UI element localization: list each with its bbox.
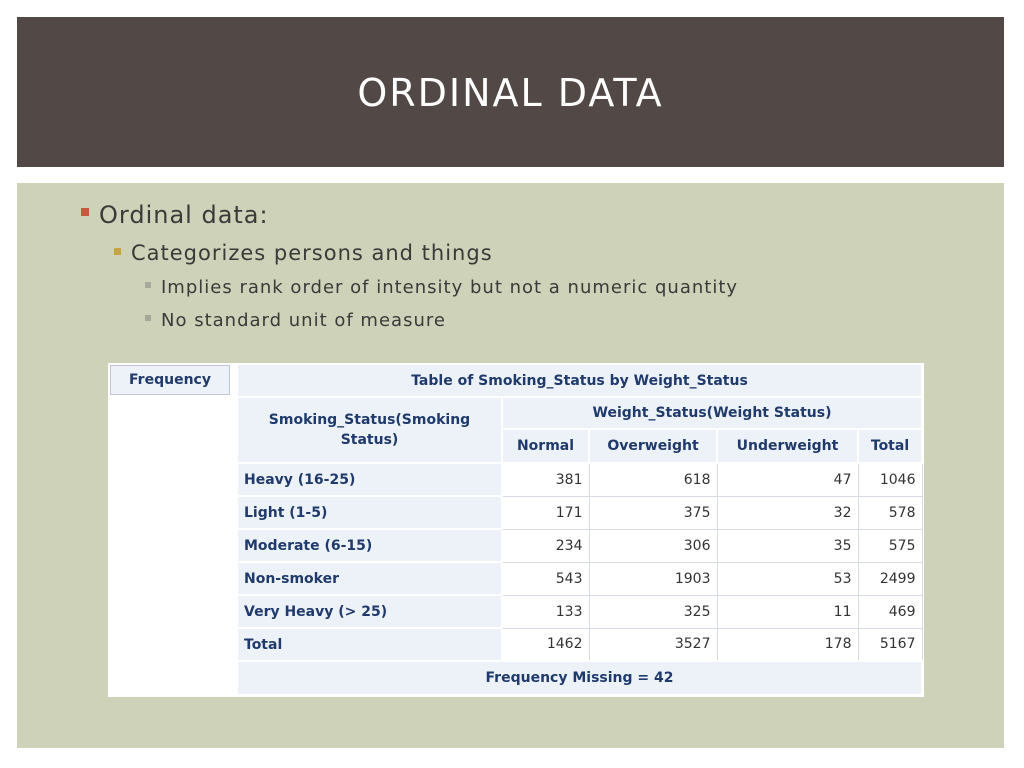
- bullet-level3-item: [145, 310, 446, 331]
- square-bullet-icon: [145, 315, 151, 321]
- title-band: [17, 17, 1004, 167]
- row-label: Total: [237, 628, 502, 661]
- table-cell: 306: [589, 529, 717, 562]
- table-cell: 171: [502, 496, 589, 529]
- column-header: Total: [858, 429, 922, 463]
- table-cell: 47: [717, 463, 858, 496]
- table-cell: 11: [717, 595, 858, 628]
- table-row: [237, 463, 922, 496]
- column-header: Normal: [502, 429, 589, 463]
- table-title: Table of Smoking_Status by Weight_Status: [237, 364, 922, 397]
- table-cell: 1903: [589, 562, 717, 595]
- row-label: Moderate (6-15): [237, 529, 502, 562]
- frequency-table: [236, 363, 923, 696]
- table-cell: 578: [858, 496, 922, 529]
- table-cell: 469: [858, 595, 922, 628]
- table-cell: 133: [502, 595, 589, 628]
- table-cell: 1046: [858, 463, 922, 496]
- table-row: [237, 595, 922, 628]
- table-row: [237, 562, 922, 595]
- row-label: Non-smoker: [237, 562, 502, 595]
- table-cell: 5167: [858, 628, 922, 661]
- statistic-label: Frequency: [110, 365, 230, 395]
- table-row: [237, 496, 922, 529]
- row-label: Light (1-5): [237, 496, 502, 529]
- bullet-level3-text: No standard unit of measure: [161, 310, 446, 331]
- bullet-level3-item: [145, 277, 738, 298]
- column-header: Overweight: [589, 429, 717, 463]
- square-bullet-icon: [81, 208, 89, 216]
- row-variable-header: Smoking_Status(Smoking Status): [237, 397, 502, 463]
- table-cell: 2499: [858, 562, 922, 595]
- table-cell: 53: [717, 562, 858, 595]
- table-cell: 543: [502, 562, 589, 595]
- square-bullet-icon: [145, 282, 151, 288]
- table-cell: 381: [502, 463, 589, 496]
- bullet-level1-text: Ordinal data:: [99, 201, 269, 229]
- row-label: Heavy (16-25): [237, 463, 502, 496]
- table-cell: 325: [589, 595, 717, 628]
- frequency-table-image: [108, 363, 924, 697]
- table-cell: 35: [717, 529, 858, 562]
- slide-title: ORDINAL DATA: [357, 71, 664, 115]
- table-cell: 618: [589, 463, 717, 496]
- table-cell: 575: [858, 529, 922, 562]
- square-bullet-icon: [114, 248, 121, 255]
- row-label: Very Heavy (> 25): [237, 595, 502, 628]
- column-header: Underweight: [717, 429, 858, 463]
- bullet-level2-text: Categorizes persons and things: [131, 241, 493, 265]
- table-cell: 3527: [589, 628, 717, 661]
- table-cell: 1462: [502, 628, 589, 661]
- table-total-row: [237, 628, 922, 661]
- table-cell: 375: [589, 496, 717, 529]
- table-footer: Frequency Missing = 42: [237, 661, 922, 695]
- bullet-level2: [114, 241, 493, 265]
- table-cell: 32: [717, 496, 858, 529]
- bullet-level1: [81, 201, 269, 229]
- table-cell: 234: [502, 529, 589, 562]
- bullet-level3-text: Implies rank order of intensity but not a numeric quantity: [161, 277, 739, 298]
- table-row: [237, 529, 922, 562]
- column-variable-header: Weight_Status(Weight Status): [502, 397, 922, 429]
- table-cell: 178: [717, 628, 858, 661]
